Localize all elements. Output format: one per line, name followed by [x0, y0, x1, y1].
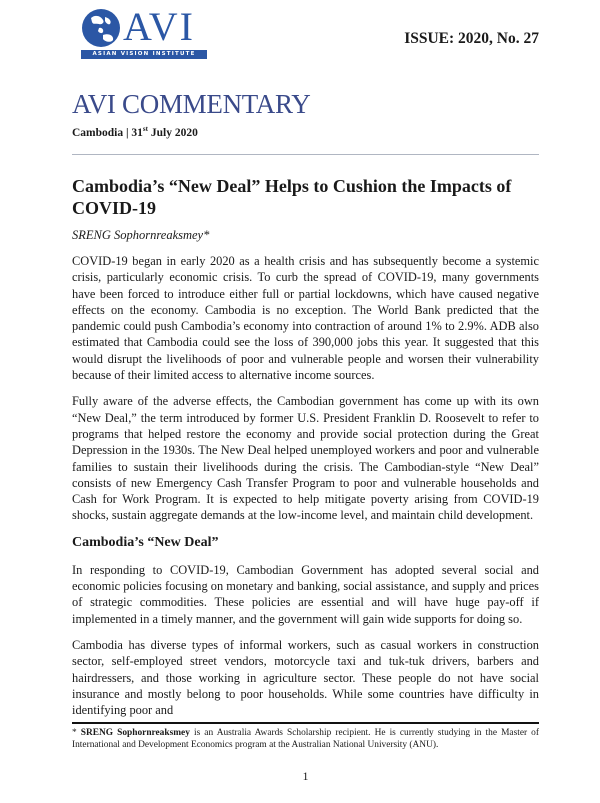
- globe-icon: [81, 8, 121, 48]
- page-header: [72, 4, 539, 70]
- header-divider: [72, 154, 539, 155]
- logo-tagline: ASIAN VISION INSTITUTE: [81, 50, 207, 59]
- dateline: [72, 126, 539, 140]
- issue-number: ISSUE: 2020, No. 27: [404, 30, 539, 47]
- footnote-marker: *: [72, 727, 81, 738]
- country: Cambodia: [72, 127, 124, 139]
- footnote-text: is an Australia Awards Scholarship recipient. He is currently studying in the Master of International and Development Economics program at the Australian National University (ANU).: [72, 727, 539, 750]
- date-suffix: st: [142, 125, 148, 134]
- footnote-divider: [72, 722, 539, 724]
- body-paragraph: COVID-19 began in early 2020 as a health crisis and has subsequently become a systemic crisis, particularly economic crisis. To curb the spread of COVID-19, many governments have been forced to introduce either full or partial lockdowns, which have caused negative effects on the economy. Cambodia is no exception. The World Bank predicted that the pandemic could push Cambodia’s economy into contraction of around 1% to 2.9%. ADB also estimated that Cambodia could see the loss of 390,000 jobs this year. It suggested that this would disrupt the livelihoods of poor and vulnerable people and worsen their vulnerability because of their limited access to alternative income sources.: [72, 254, 539, 383]
- date-rest: July 2020: [147, 127, 198, 139]
- body-paragraph: Cambodia has diverse types of informal workers, such as casual workers in construction sector, self-employed street vendors, motorcycle taxi and tuk-tuk drivers, barbers and hairdressers, and those working in agriculture sector. These people do not have social insurance and mostly belong to poor households. While some countries have difficulty in identifying poor and: [72, 637, 539, 718]
- footnote-author: SRENG Sophornreaksmey: [80, 727, 190, 738]
- avi-logo: [81, 4, 211, 60]
- body-paragraph: Fully aware of the adverse effects, the Cambodian government has come up with its own “New Deal,” the term introduced by former U.S. President Franklin D. Roosevelt to refer to programs that helped restore the economy and provide social protection during the Great Depression in the 1930s. The New Deal helped unemployed workers and poor and vulnerable families to sustain their livelihoods during the crisis. The Cambodian-style “New Deal” consists of new Emergency Cash Transfer Program to poor and vulnerable households and Cash for Work Program. It is expected to help mitigate poverty arising from COVID-19 shocks, sustain aggregate demands at the low-income level, and maintain child development.: [72, 394, 539, 523]
- footnote: [72, 727, 539, 751]
- logo-wordmark: AVI: [123, 4, 195, 49]
- series-title: AVI COMMENTARY: [72, 89, 311, 119]
- article-title: Cambodia’s “New Deal” Helps to Cushion the Impacts of COVID-19: [72, 176, 512, 218]
- body-paragraph: In responding to COVID-19, Cambodian Government has adopted several social and economic policies focusing on monetary and banking, social assistance, and supply and prices of strategic commodities. These policies are essential and will have huge pay-off if implemented in a timely manner, and the government will gain wide supports for doing so.: [72, 562, 539, 626]
- author-byline: SRENG Sophornreaksmey*: [72, 228, 210, 242]
- dateline-separator: |: [123, 127, 132, 139]
- date-day: 31: [131, 127, 143, 139]
- page-number: 1: [302, 768, 309, 783]
- section-heading: Cambodia’s “New Deal”: [72, 534, 219, 550]
